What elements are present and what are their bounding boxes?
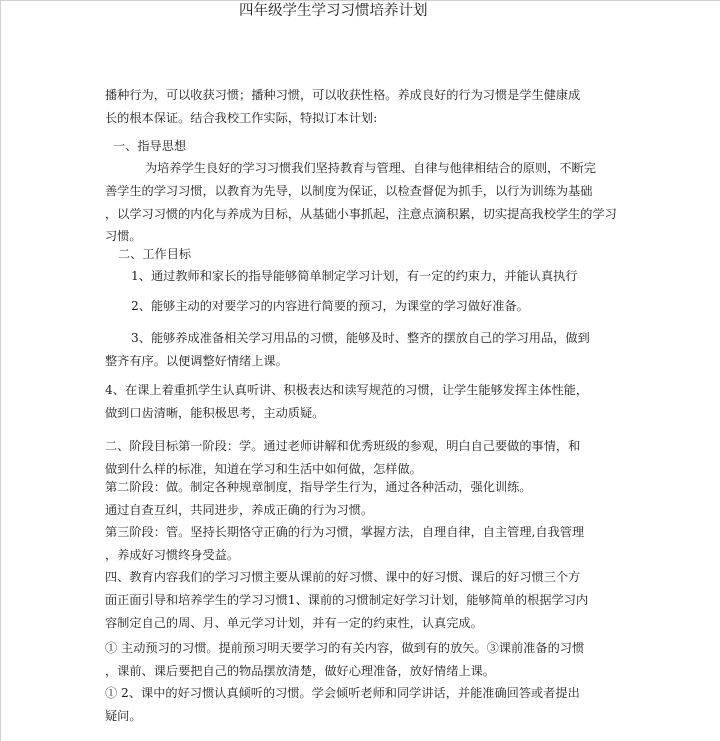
paragraph-line: ，课前、课后要把自己的物品摆放清楚，做好心理准备，放好情绪上课。 bbox=[105, 663, 495, 678]
section-heading-guiding-ideology: 一、指导思想 bbox=[113, 139, 187, 153]
habit-listening-paragraph bbox=[105, 682, 615, 728]
page-left-edge bbox=[0, 0, 1, 741]
paragraph-line: 疑问。 bbox=[105, 708, 142, 723]
habit-preview-paragraph bbox=[105, 637, 615, 683]
paragraph-line: 二、阶段目标第一阶段：学。通过老师讲解和优秀班级的参观，明白自己要做的事情，和 bbox=[105, 439, 581, 453]
paragraph-line: ，养成好习惯终身受益。 bbox=[105, 547, 240, 562]
paragraph-line: ① 2、课中的好习惯认真倾听的习惯。学会倾听老师和同学讲话，并能准确回答或者提出 bbox=[105, 686, 580, 700]
paragraph-line: 容制定自己的周、月、单元学习计划，并有一定的约束性，认真完成。 bbox=[105, 615, 483, 630]
paragraph-line: 善学生的学习习惯，以教育为先导，以制度为保证，以检查督促为抓手，以行为训练为基础 bbox=[105, 183, 593, 198]
goal-item-3 bbox=[105, 327, 615, 373]
paragraph-line: 整齐有序。以便调整好情绪上课。 bbox=[105, 353, 288, 368]
goal-item-2: 2、能够主动的对要学习的内容进行简要的预习，为课堂的学习做好准备。 bbox=[131, 299, 529, 313]
stage-2-paragraph bbox=[105, 476, 615, 522]
paragraph-line: 习惯。 bbox=[105, 229, 142, 244]
education-content-paragraph bbox=[105, 566, 615, 634]
paragraph-line: 4、在课上着重抓学生认真听讲、积极表达和读写规范的习惯，让学生能够发挥主体性能， bbox=[105, 383, 589, 397]
paragraph-line: 3、能够养成准备相关学习用品的习惯，能够及时、整齐的摆放自己的学习用品，做到 bbox=[131, 331, 590, 345]
paragraph-line: 面正面引导和培养学生的学习习惯1、课前的习惯制定好学习计划，能够简单的根据学习内 bbox=[105, 592, 589, 607]
paragraph-line: ，以学习习惯的内化与养成为目标，从基础小事抓起，注意点滴积累，切实提高我校学生的学习 bbox=[105, 206, 617, 221]
paragraph-line: 为培养学生良好的学习习惯我们坚持教育与管理、自律与他律相结合的原则，不断完 bbox=[145, 161, 596, 175]
paragraph-line: 第三阶段：管。坚持长期恪守正确的行为习惯，掌握方法，自理自律，自主管理,自我管理 bbox=[105, 525, 585, 539]
paragraph-line: ① 主动预习的习惯。提前预习明天要学习的有关内容，做到有的放矢。③课前准备的习惯 bbox=[105, 641, 585, 655]
stage-3-paragraph bbox=[105, 521, 615, 567]
paragraph-line: 做到口齿清晰，能积极思考，主动质疑。 bbox=[105, 405, 325, 420]
paragraph-line: 第二阶段：做。制定各种规章制度，指导学生行为，通过各种活动，强化训练。 bbox=[105, 480, 532, 494]
paragraph-line: 做到什么样的标准，知道在学习和生活中如何做，怎样做。 bbox=[105, 461, 422, 476]
intro-line: 长的根本保证。结合我校工作实际，特拟订本计划: bbox=[105, 110, 378, 125]
section-heading-work-goals: 二、工作目标 bbox=[118, 247, 192, 261]
intro-line: 播种行为，可以收获习惯；播种习惯，可以收获性格。养成良好的行为习惯是学生健康成 bbox=[105, 88, 581, 102]
goal-item-1: 1、通过教师和家长的指导能够简单制定学习计划，有一定的约束力，并能认真执行 bbox=[131, 269, 578, 283]
intro-paragraph bbox=[105, 84, 615, 130]
goal-item-4 bbox=[105, 379, 615, 425]
paragraph-line: 四、教育内容我们的学习习惯主要从课前的好习惯、课中的好习惯、课后的好习惯三个方 bbox=[105, 570, 581, 584]
stage-1-paragraph bbox=[105, 435, 615, 481]
document-title: 四年级学生学习习惯培养计划 bbox=[239, 3, 428, 19]
guiding-ideology-paragraph bbox=[105, 157, 615, 248]
paragraph-line: 通过自查互纠，共同进步，养成正确的行为习惯。 bbox=[105, 502, 374, 517]
